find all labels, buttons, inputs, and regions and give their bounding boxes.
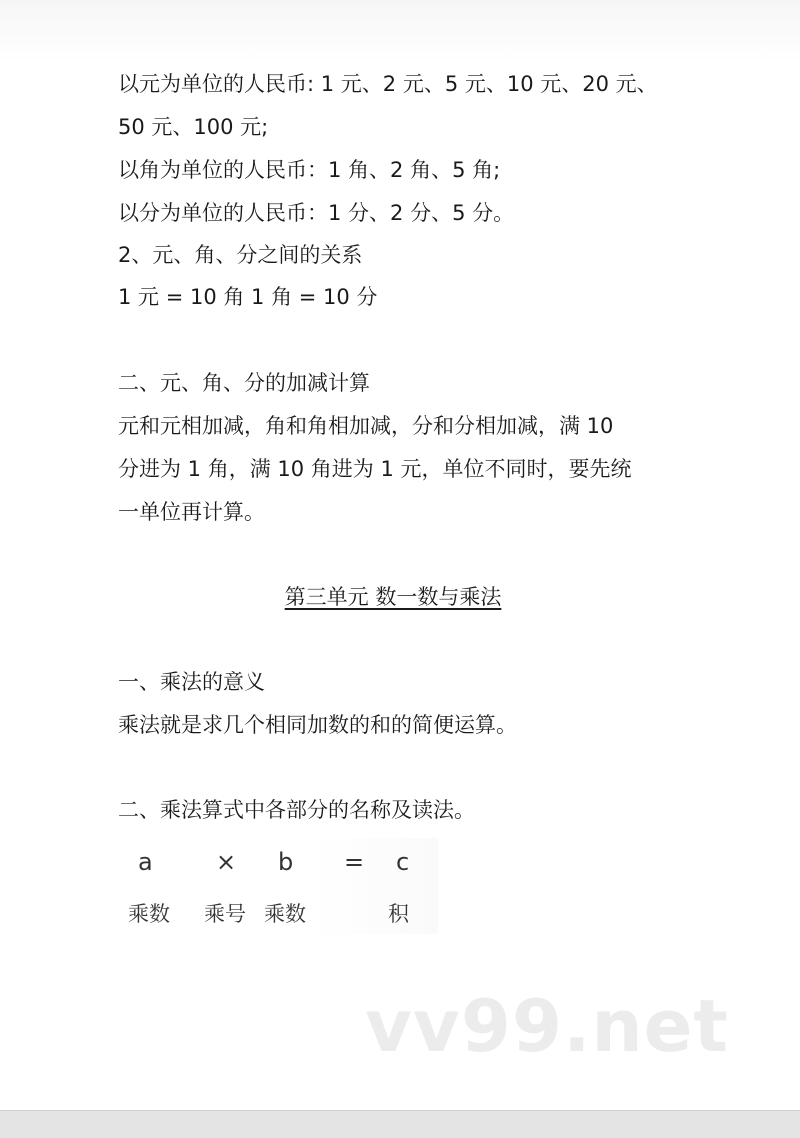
- formula-times-sign: ×: [216, 848, 237, 876]
- text-line-add-rule-3: 一单位再计算。: [118, 500, 265, 524]
- text-line-fen-units: 以分为单位的人民币：1 分、2 分、5 分。: [118, 201, 515, 225]
- watermark-logo: vv99.net: [365, 984, 729, 1068]
- text-line-add-rule-2: 分进为 1 角，满 10 角进为 1 元，单位不同时，要先统: [118, 457, 632, 481]
- section-heading-formula-parts: 二、乘法算式中各部分的名称及读法。: [118, 798, 475, 822]
- formula-label-product: 积: [388, 902, 409, 926]
- section-heading-add-subtract: 二、元、角、分的加减计算: [118, 371, 370, 395]
- unit-heading: [0, 587, 786, 608]
- text-line-yuan-units: 以元为单位的人民币: 1 元、2 元、5 元、10 元、20 元、: [118, 72, 658, 96]
- section-heading-multiplication-meaning: 一、乘法的意义: [118, 670, 265, 694]
- page-top-shade: [0, 0, 800, 62]
- formula-label-multiplier-a: 乘数: [128, 902, 170, 926]
- text-line-add-rule-1: 元和元相加减，角和角相加减，分和分相加减，满 10: [118, 414, 614, 438]
- formula-equals-sign: =: [344, 848, 365, 876]
- text-line-conversion: 1 元 = 10 角 1 角 = 10 分: [118, 285, 378, 309]
- unit-heading-text: 第三单元 数一数与乘法: [284, 585, 502, 609]
- formula-operand-a: a: [138, 848, 153, 876]
- formula-label-times: 乘号: [204, 902, 246, 926]
- formula-label-multiplier-b: 乘数: [264, 902, 306, 926]
- text-line-yuan-units-cont: 50 元、100 元;: [118, 115, 269, 139]
- formula-image: [118, 838, 438, 934]
- viewer-bottom-strip: [0, 1110, 800, 1138]
- text-line-multiplication-definition: 乘法就是求几个相同加数的和的简便运算。: [118, 713, 517, 737]
- section-heading-relation: 2、元、角、分之间的关系: [118, 243, 363, 267]
- formula-result-c: c: [396, 848, 410, 876]
- text-line-jiao-units: 以角为单位的人民币：1 角、2 角、5 角;: [118, 158, 501, 182]
- formula-operand-b: b: [278, 848, 294, 876]
